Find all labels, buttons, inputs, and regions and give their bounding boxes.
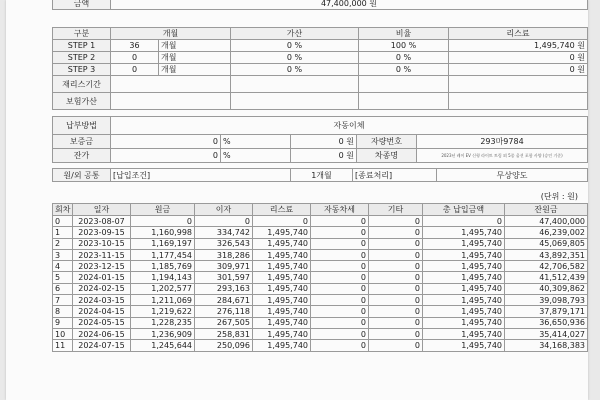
- principal-cell: 1,194,143: [131, 272, 195, 283]
- other-cell: 0: [369, 216, 423, 227]
- other-cell: 0: [369, 283, 423, 294]
- step-ratio: 100 %: [359, 40, 449, 52]
- remaining-principal-cell: 43,892,351: [505, 249, 588, 260]
- principal-cell: 0: [131, 216, 195, 227]
- step-ratio: 0 %: [359, 64, 449, 76]
- step-col-header: 구분: [53, 28, 111, 40]
- principal-cell: 1,228,235: [131, 317, 195, 328]
- other-cell: 0: [369, 227, 423, 238]
- car-tax-cell: 0: [311, 249, 369, 260]
- remaining-principal-cell: 40,309,862: [505, 283, 588, 294]
- col-header: 회차: [53, 204, 73, 216]
- table-row: [53, 227, 588, 238]
- deposit-rate: 0: [111, 135, 221, 149]
- remaining-principal-cell: 41,512,439: [505, 272, 588, 283]
- interest-cell: 326,543: [195, 238, 253, 249]
- residual-amount: 0 원: [291, 149, 357, 163]
- residual-label: 잔가: [53, 149, 111, 163]
- step-label: STEP 2: [53, 52, 111, 64]
- car-tax-cell: 0: [311, 227, 369, 238]
- installment-no-cell: 0: [53, 216, 73, 227]
- table-row: [53, 272, 588, 283]
- car-tax-cell: 0: [311, 340, 369, 351]
- table-row: [53, 238, 588, 249]
- principal-cell: 1,236,909: [131, 328, 195, 339]
- lease-fee-cell: 1,495,740: [253, 295, 311, 306]
- table-row: [53, 295, 588, 306]
- other-cell: 0: [369, 238, 423, 249]
- conditions-table: [52, 168, 588, 182]
- lease-fee-cell: 1,495,740: [253, 249, 311, 260]
- unit-note: (단위 : 원): [540, 192, 578, 201]
- step-months: 36: [111, 40, 159, 52]
- step-month-unit: 개월: [159, 52, 231, 64]
- date-cell: 2023-10-15: [73, 238, 131, 249]
- other-cell: 0: [369, 306, 423, 317]
- step-months: 0: [111, 64, 159, 76]
- installment-no-cell: 1: [53, 227, 73, 238]
- lease-fee-cell: 1,495,740: [253, 306, 311, 317]
- other-cell: 0: [369, 295, 423, 306]
- schedule-table: [52, 203, 588, 352]
- residual-unit: %: [221, 149, 291, 163]
- amount-label: 금액: [53, 0, 111, 10]
- installment-no-cell: 3: [53, 249, 73, 260]
- principal-cell: 1,177,454: [131, 249, 195, 260]
- vehicle-name-value: 2023년 레이 EV 신형 라이트 트림 외 5종 옵션 포함 사양 (승인 기준): [417, 149, 588, 163]
- interest-cell: 284,671: [195, 295, 253, 306]
- payment-method-value: 자동이체: [111, 117, 588, 135]
- principal-cell: 1,160,998: [131, 227, 195, 238]
- table-row: [53, 283, 588, 294]
- interest-cell: 258,831: [195, 328, 253, 339]
- schedule-header-row: [53, 204, 588, 216]
- vehicle-no-label: 자량번호: [357, 135, 417, 149]
- installment-no-cell: 6: [53, 283, 73, 294]
- principal-cell: 1,211,069: [131, 295, 195, 306]
- date-cell: 2024-02-15: [73, 283, 131, 294]
- payment-table: [52, 116, 588, 163]
- interest-cell: 0: [195, 216, 253, 227]
- date-cell: 2024-01-15: [73, 272, 131, 283]
- deposit-unit: %: [221, 135, 291, 149]
- lease-fee-cell: 1,495,740: [253, 317, 311, 328]
- installment-no-cell: 2: [53, 238, 73, 249]
- remaining-principal-cell: 35,414,027: [505, 328, 588, 339]
- total-payment-cell: 1,495,740: [423, 238, 505, 249]
- table-row: [53, 328, 588, 339]
- table-row: [53, 261, 588, 272]
- remaining-principal-cell: 39,098,793: [505, 295, 588, 306]
- end-process-label: [종료처리]: [353, 169, 437, 182]
- lease-fee-cell: 0: [253, 216, 311, 227]
- date-cell: 2023-12-15: [73, 261, 131, 272]
- col-header: 이자: [195, 204, 253, 216]
- step-table: [52, 27, 588, 110]
- installment-no-cell: 5: [53, 272, 73, 283]
- total-payment-cell: 1,495,740: [423, 227, 505, 238]
- step-add: 0 %: [231, 40, 359, 52]
- car-tax-cell: 0: [311, 295, 369, 306]
- end-process-value: 무상양도: [437, 169, 588, 182]
- deposit-label: 보증금: [53, 135, 111, 149]
- add-col-header: 가산: [231, 28, 359, 40]
- principal-cell: 1,169,197: [131, 238, 195, 249]
- step-month-unit: 개월: [159, 64, 231, 76]
- step-fee: 0 원: [449, 64, 588, 76]
- table-row: [53, 216, 588, 227]
- remaining-principal-cell: 36,650,936: [505, 317, 588, 328]
- interest-cell: 293,163: [195, 283, 253, 294]
- total-payment-cell: 1,495,740: [423, 272, 505, 283]
- interest-cell: 267,505: [195, 317, 253, 328]
- vehicle-name-label: 차종명: [357, 149, 417, 163]
- interest-cell: 250,096: [195, 340, 253, 351]
- total-payment-cell: 1,495,740: [423, 249, 505, 260]
- car-tax-cell: 0: [311, 272, 369, 283]
- step-add: 0 %: [231, 64, 359, 76]
- date-cell: 2024-07-15: [73, 340, 131, 351]
- total-payment-cell: 0: [423, 216, 505, 227]
- document-page: [6, 0, 588, 400]
- total-payment-cell: 1,495,740: [423, 295, 505, 306]
- interest-cell: 301,597: [195, 272, 253, 283]
- lease-fee-cell: 1,495,740: [253, 328, 311, 339]
- lease-fee-cell: 1,495,740: [253, 238, 311, 249]
- car-tax-cell: 0: [311, 328, 369, 339]
- date-cell: 2023-09-15: [73, 227, 131, 238]
- total-payment-cell: 1,495,740: [423, 328, 505, 339]
- step-month-unit: 개월: [159, 40, 231, 52]
- lease-fee-cell: 1,495,740: [253, 283, 311, 294]
- table-row: [53, 249, 588, 260]
- payment-method-label: 납부방법: [53, 117, 111, 135]
- total-payment-cell: 1,495,740: [423, 306, 505, 317]
- installment-no-cell: 8: [53, 306, 73, 317]
- principal-cell: 1,219,622: [131, 306, 195, 317]
- step-row: [53, 52, 588, 64]
- lease-fee-cell: 1,495,740: [253, 272, 311, 283]
- total-payment-cell: 1,495,740: [423, 317, 505, 328]
- car-tax-cell: 0: [311, 238, 369, 249]
- principal-cell: 1,245,644: [131, 340, 195, 351]
- other-cell: 0: [369, 272, 423, 283]
- total-payment-cell: 1,495,740: [423, 340, 505, 351]
- re-lease-period-label: 재리스기간: [53, 76, 111, 93]
- col-header: 일자: [73, 204, 131, 216]
- ratio-col-header: 비율: [359, 28, 449, 40]
- step-header-row: [53, 28, 588, 40]
- car-tax-cell: 0: [311, 216, 369, 227]
- date-cell: 2024-03-15: [73, 295, 131, 306]
- residual-rate: 0: [111, 149, 221, 163]
- remaining-principal-cell: 42,706,582: [505, 261, 588, 272]
- step-fee: 1,495,740 원: [449, 40, 588, 52]
- car-tax-cell: 0: [311, 317, 369, 328]
- col-header: 리스료: [253, 204, 311, 216]
- installment-no-cell: 10: [53, 328, 73, 339]
- date-cell: 2023-08-07: [73, 216, 131, 227]
- col-header: 총 납입금액: [423, 204, 505, 216]
- table-row: [53, 306, 588, 317]
- other-cell: 0: [369, 261, 423, 272]
- step-add: 0 %: [231, 52, 359, 64]
- insurance-add-label: 보험가산: [53, 93, 111, 110]
- interest-cell: 309,971: [195, 261, 253, 272]
- principal-cell: 1,202,577: [131, 283, 195, 294]
- remaining-principal-cell: 34,168,383: [505, 340, 588, 351]
- interest-cell: 318,286: [195, 249, 253, 260]
- table-row: [53, 340, 588, 351]
- interest-cell: 276,118: [195, 306, 253, 317]
- interest-cell: 334,742: [195, 227, 253, 238]
- table-row: [53, 317, 588, 328]
- step-ratio: 0 %: [359, 52, 449, 64]
- step-fee: 0 원: [449, 52, 588, 64]
- installment-no-cell: 11: [53, 340, 73, 351]
- col-header: 기타: [369, 204, 423, 216]
- other-cell: 0: [369, 317, 423, 328]
- other-cell: 0: [369, 249, 423, 260]
- payment-condition-label: [납입조건]: [111, 169, 291, 182]
- date-cell: 2024-04-15: [73, 306, 131, 317]
- other-cell: 0: [369, 340, 423, 351]
- months-col-header: 개월: [111, 28, 231, 40]
- insurance-add-row: [53, 93, 588, 110]
- col-header: 자동차세: [311, 204, 369, 216]
- step-months: 0: [111, 52, 159, 64]
- car-tax-cell: 0: [311, 306, 369, 317]
- step-row: [53, 40, 588, 52]
- remaining-principal-cell: 46,239,002: [505, 227, 588, 238]
- installment-no-cell: 4: [53, 261, 73, 272]
- fee-col-header: 리스료: [449, 28, 588, 40]
- car-tax-cell: 0: [311, 283, 369, 294]
- amount-table: [52, 0, 588, 10]
- vehicle-no-value: 293마9784: [417, 135, 588, 149]
- col-header: 원금: [131, 204, 195, 216]
- total-payment-cell: 1,495,740: [423, 283, 505, 294]
- lease-fee-cell: 1,495,740: [253, 340, 311, 351]
- step-label: STEP 1: [53, 40, 111, 52]
- date-cell: 2023-11-15: [73, 249, 131, 260]
- other-cell: 0: [369, 328, 423, 339]
- total-payment-cell: 1,495,740: [423, 261, 505, 272]
- remaining-principal-cell: 45,069,805: [505, 238, 588, 249]
- col-header: 잔원금: [505, 204, 588, 216]
- amount-value: 47,400,000 원: [111, 0, 588, 10]
- principal-common-label: 원/외 공통: [53, 169, 111, 182]
- step-label: STEP 3: [53, 64, 111, 76]
- payment-condition-value: 1개월: [291, 169, 353, 182]
- re-lease-period-row: [53, 76, 588, 93]
- installment-no-cell: 7: [53, 295, 73, 306]
- car-tax-cell: 0: [311, 261, 369, 272]
- lease-fee-cell: 1,495,740: [253, 227, 311, 238]
- remaining-principal-cell: 47,400,000: [505, 216, 588, 227]
- date-cell: 2024-06-15: [73, 328, 131, 339]
- lease-fee-cell: 1,495,740: [253, 261, 311, 272]
- deposit-amount: 0 원: [291, 135, 357, 149]
- date-cell: 2024-05-15: [73, 317, 131, 328]
- remaining-principal-cell: 37,879,171: [505, 306, 588, 317]
- principal-cell: 1,185,769: [131, 261, 195, 272]
- step-row: [53, 64, 588, 76]
- installment-no-cell: 9: [53, 317, 73, 328]
